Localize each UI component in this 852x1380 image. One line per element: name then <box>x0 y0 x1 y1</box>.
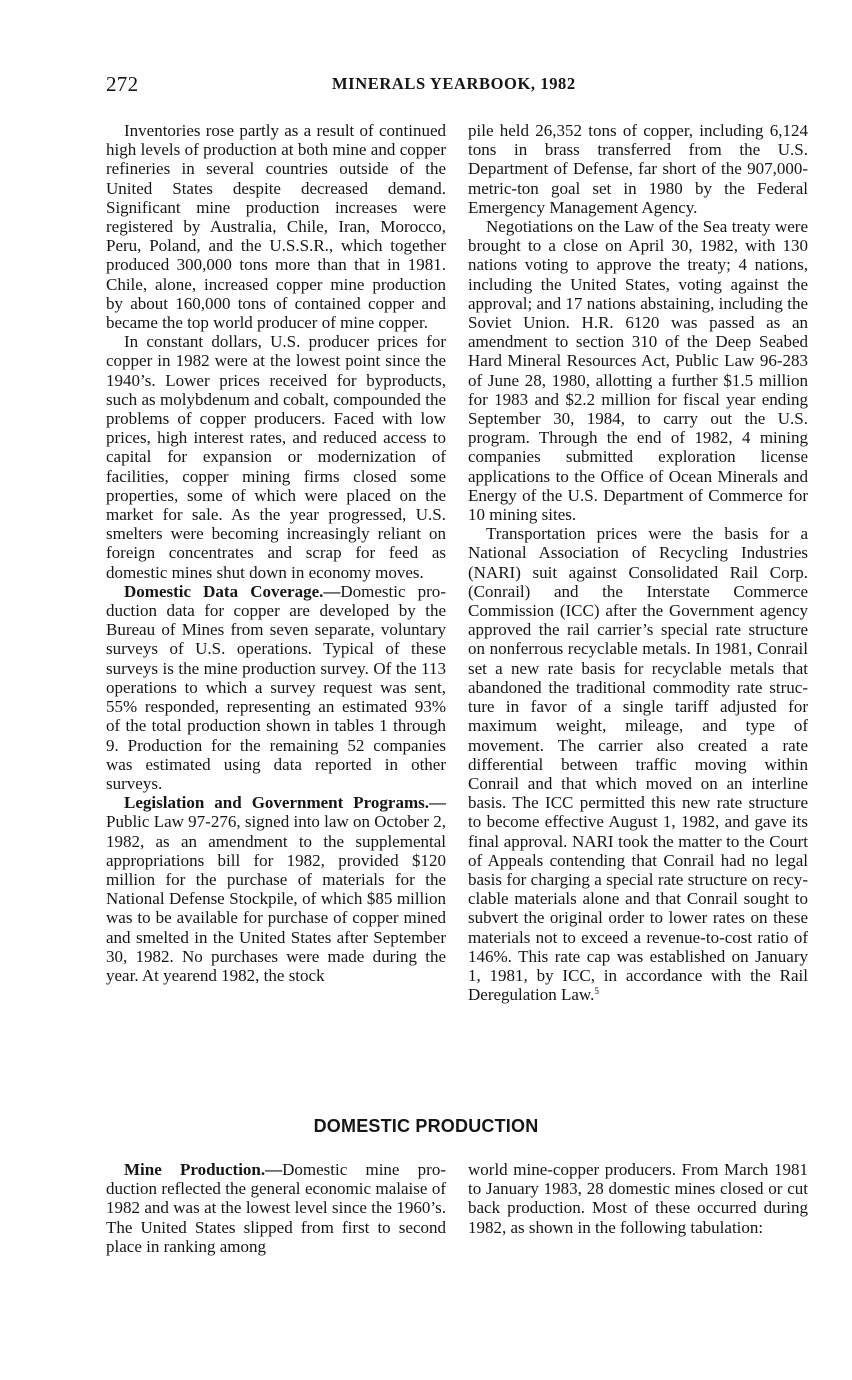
top-left-column <box>106 121 446 985</box>
section-heading: DOMESTIC PRODUCTION <box>313 1116 539 1136</box>
run-in-heading-legislation: Legislation and Government Programs.— <box>124 793 446 813</box>
running-title: MINERALS YEARBOOK, 1982 <box>332 74 576 93</box>
paragraph-law-of-the-sea: Negotiations on the Law of the Sea treaty were brought to a close on April 30, 1982, with 130 nations voting to approve the treaty; 4 nations, including the United States, voting against the approval; and 17 nations abstaining, including the Soviet Union. H.R. 6120 was passed as an amendment to section 310 of the Deep Seabed Hard Mineral Resources Act, Public Law 96-283 of June 28, 1980, allotting a further $1.5 million for 1983 and $2.2 million for fiscal year ending September 30, 1984, to carry out the U.S. program. Through the end of 1982, 4 mining companies submitted exploration license applications to the Office of Ocean Minerals and Energy of the U.S. Department of Commerce for 10 mining sites. <box>468 217 808 525</box>
bottom-left-column <box>106 1160 446 1256</box>
page-number: 272 <box>106 72 139 96</box>
paragraph-body: Domestic production data for copper are developed by the Bureau of Mines from seven separate, voluntary surveys of U.S. operations. Typical of these surveys is the mine production survey. Of the 113 operations to which a survey request was sent, 55% responded, representing an estimated 93% of the total production shown in tables 1 through 9. Production for the remaining 52 companies was estimated using data reported in other surveys. <box>106 581 446 793</box>
paragraph-body: Domestic mine production reflected the general economic malaise of 1982 and was at the lowest level since the 1960’s. The United States slipped from first to second place in ranking among <box>106 1160 447 1256</box>
paragraph-transportation <box>468 524 808 1004</box>
paragraph-body: Public Law 97-276, signed into law on October 2, 1982, as an amendment to the supplemental appropriations bill for 1982, provided $120 million for the purchase of materials for the National Defense Stockpile, of which $85 million was to be available for purchase of copper mined and smelted in the United States after September 30, 1982. No purchases were made during the year. At yearend 1982, the stock <box>106 812 446 985</box>
paragraph-body: Transportation prices were the basis for a National Association of Recycling Industries (NARI) suit against Consolidated Rail Corp. (Conrail) and the Interstate Commerce Commission (ICC) after the Government agency approved the rail carrier’s special rate structure on nonferrous recyclable metals. In 1981, Conrail set a new rate basis for recyclable metals that abandoned the traditional commodity rate structure in favor of a single tariff adjusted for maximum weight, mileage, and type of movement. The carrier also created a rate differential between traffic moving within Conrail and that which moved on an interline basis. The ICC permitted this new rate structure to become effective August 1, 1982, and gave its final approval. NARI took the matter to the Court of Appeals contending that Conrail had no legal basis for charging a special rate structure on recyclable materials alone and that Conrail sought to subvert the original order to lower rates on these materials not to exceed a revenue-to-cost ratio of 146%. This rate cap was established on January 1, 1981, by ICC, in accordance with the Rail Deregulation Law. <box>468 524 808 1005</box>
bottom-right-column <box>468 1160 808 1237</box>
paragraph-stockpile-continued: pile held 26,352 tons of copper, including 6,124 tons in brass transferred from the U.S. Department of Defense, far short of the 907,000-metric-ton goal set in 1980 by the Federal Emergency Management Agency. <box>468 121 808 217</box>
paragraph-mine-production <box>106 1160 446 1256</box>
footnote-reference: 5 <box>594 986 599 997</box>
paragraph-world-producers-continued: world mine-copper producers. From March 1981 to January 1983, 28 domestic mines closed or cut back production. Most of these occurred during 1982, as shown in the following tabulation: <box>468 1160 808 1237</box>
run-in-heading-data-coverage: Domestic Data Coverage.— <box>124 581 341 601</box>
run-in-heading-mine-production: Mine Production.— <box>124 1160 283 1179</box>
paragraph-inventories: Inventories rose partly as a result of continued high levels of production at both mine and copper refineries in several countries outside of the United States despite decreased demand. Significant mine production increases were registered by Australia, Chile, Iran, Morocco, Peru, Poland, and the U.S.S.R., which together produced 300,000 tons more than that in 1981. Chile, alone, increased copper mine production by about 160,000 tons of contained copper and became the top world producer of mine copper. <box>106 121 446 333</box>
paragraph-constant-dollars: In constant dollars, U.S. producer prices for copper in 1982 were at the lowest point since the 1940’s. Lower prices received for byproducts, such as molybdenum and cobalt, compounded the problems of copper producers. Faced with low prices, high interest rates, and reduced access to capital for expansion or modernization of facilities, copper mining firms closed some properties, some of which were placed on the market for sale. As the year progressed, U.S. smelters were becoming increasingly reliant on foreign concentrates and scrap for feed as domestic mines shut down in economy moves. <box>106 332 446 582</box>
paragraph-legislation <box>106 793 446 985</box>
paragraph-domestic-data-coverage <box>106 582 446 793</box>
top-right-column <box>468 121 808 1004</box>
